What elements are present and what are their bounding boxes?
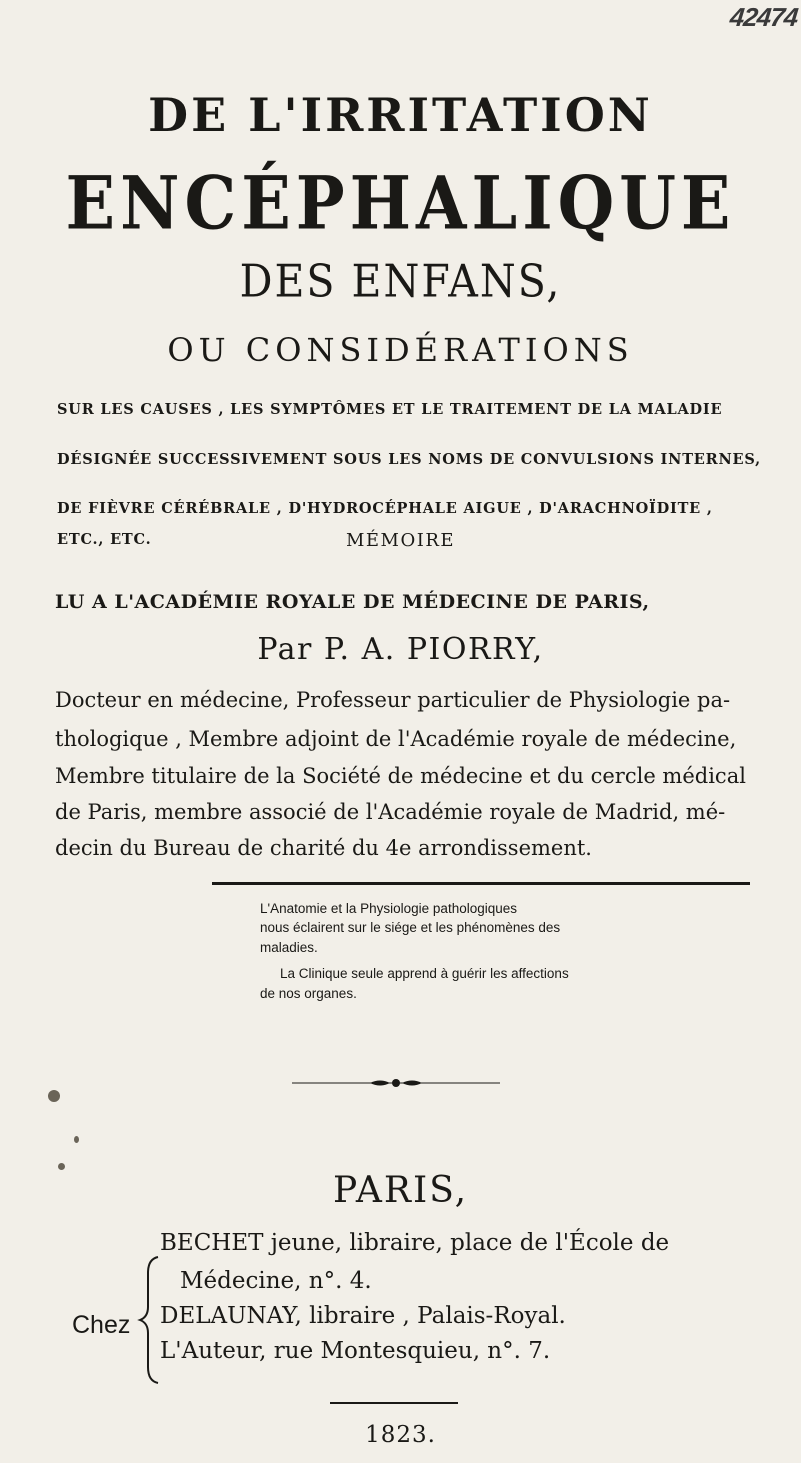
- ink-spot: [48, 1090, 60, 1102]
- epigraph-line: L'Anatomie et la Physiologie pathologiques: [260, 901, 518, 916]
- publisher-line: DELAUNAY, libraire , Palais-Royal.: [160, 1303, 566, 1329]
- shelfmark-stamp: 42474: [728, 2, 799, 32]
- ink-spot: [74, 1136, 79, 1143]
- publisher-line: L'Auteur, rue Montesquieu, n°. 7.: [160, 1338, 551, 1364]
- author-line: Par P. A. PIORRY,: [257, 632, 544, 667]
- subtitle-line: DÉSIGNÉE SUCCESSIVEMENT SOUS LES NOMS DE CONVULSIONS INTERNES,: [57, 451, 761, 468]
- author-bio-line: Membre titulaire de la Société de médecine et du cercle médical: [55, 764, 746, 788]
- epigraph-line: maladies.: [260, 940, 318, 955]
- author-bio-line: decin du Bureau de charité du 4e arrondissement.: [55, 836, 592, 860]
- ornamental-divider: [292, 1075, 500, 1091]
- title-line-4: OU CONSIDÉRATIONS: [167, 331, 634, 369]
- publisher-line: BECHET jeune, libraire, place de l'École de: [160, 1230, 670, 1256]
- publishers-prefix: Chez: [72, 1311, 131, 1339]
- author-bio-line: de Paris, membre associé de l'Académie royale de Madrid, mé-: [55, 800, 726, 824]
- ink-spot: [58, 1163, 65, 1170]
- epigraph-line: La Clinique seule apprend à guérir les affections: [280, 966, 569, 981]
- author-bio-line: thologique , Membre adjoint de l'Académie royale de médecine,: [55, 727, 737, 751]
- title-line-2: ENCÉPHALIQUE: [65, 161, 736, 247]
- author-bio-line: Docteur en médecine, Professeur particulier de Physiologie pa-: [55, 688, 731, 712]
- imprint-year: 1823.: [365, 1422, 436, 1448]
- subtitle-line: SUR LES CAUSES , LES SYMPTÔMES ET LE TRAITEMENT DE LA MALADIE: [57, 401, 723, 418]
- epigraph-line: de nos organes.: [260, 986, 357, 1001]
- imprint-place: PARIS,: [332, 1170, 469, 1211]
- publisher-line: Médecine, n°. 4.: [180, 1268, 372, 1294]
- memoire-heading: MÉMOIRE: [345, 530, 456, 551]
- subtitle-line: ETC., ETC.: [57, 531, 152, 548]
- subtitle-line: DE FIÈVRE CÉRÉBRALE , D'HYDROCÉPHALE AIGUE , D'ARACHNOÏDITE ,: [57, 500, 713, 517]
- epigraph-line: nous éclairent sur le siége et les phénomènes des: [260, 920, 561, 935]
- read-at-line: LU A L'ACADÉMIE ROYALE DE MÉDECINE DE PARIS,: [55, 591, 650, 613]
- year-rule: [330, 1402, 458, 1404]
- title-line-3: DES ENFANS,: [239, 254, 562, 308]
- epigraph-rule: [212, 882, 750, 885]
- title-line-1: DE L'IRRITATION: [148, 88, 653, 142]
